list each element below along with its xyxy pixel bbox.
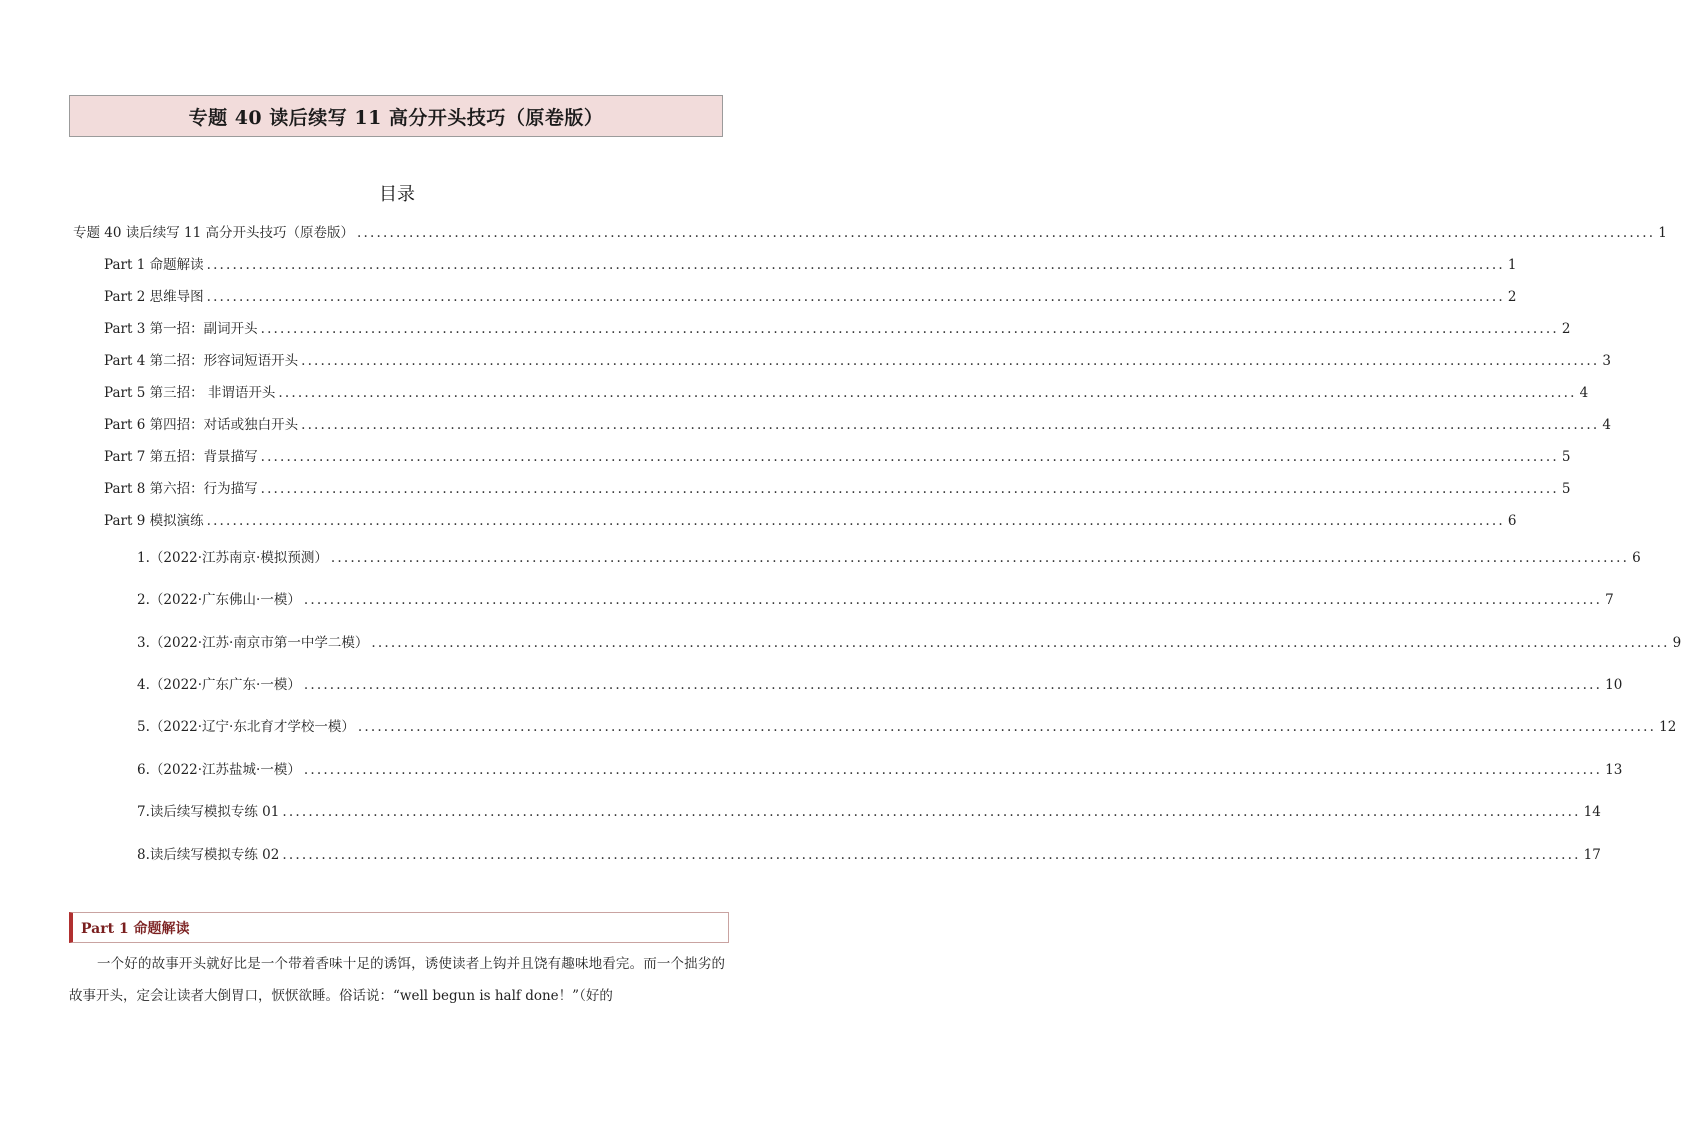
section-heading: Part 1 命题解读: [81, 920, 190, 937]
toc-entry-number: 1.: [137, 550, 150, 566]
toc-leader-dots: ........................................................................................................................................................................................................: [303, 762, 1603, 778]
toc-entry-page: 14: [1583, 804, 1601, 820]
toc-leader-dots: ........................................................................................................................................................................................................: [206, 513, 1505, 529]
toc-entry[interactable]: [137, 843, 1601, 863]
toc-leader-dots: ........................................................................................................................................................................................................: [260, 481, 1559, 497]
toc-entry[interactable]: [104, 413, 1611, 433]
toc-entry-number: 6.: [137, 762, 150, 778]
toc-leader-dots: ........................................................................................................................................................................................................: [357, 225, 1656, 241]
toc-entry-number: 5.: [137, 719, 150, 735]
toc-leader-dots: ........................................................................................................................................................................................................: [282, 804, 1581, 820]
toc-entry-page: 4: [1579, 385, 1589, 401]
section-paragraph: 一个好的故事开头就好比是一个带着香味十足的诱饵，诱使读者上钩并且饶有趣味地看完。而一个拙劣的故事开头，定会让读者大倒胃口，恹恹欲睡。俗话说：“well begun is half done！”（好的: [69, 956, 725, 1004]
toc-leader-dots: ........................................................................................................................................................................................................: [260, 449, 1559, 465]
toc-entry-label: Part 4 第二招：形容词短语开头: [104, 353, 299, 369]
toc-entry[interactable]: [137, 800, 1601, 820]
toc-entry-page: 3: [1602, 353, 1611, 369]
toc-entry-page: 6: [1632, 550, 1641, 566]
toc-leader-dots: ........................................................................................................................................................................................................: [357, 719, 1657, 735]
toc-entry-label: Part 2 思维导图: [104, 289, 204, 305]
toc-entry[interactable]: [104, 317, 1571, 337]
toc-entry-label: Part 9 模拟演练: [104, 513, 204, 529]
toc-entry[interactable]: [137, 673, 1623, 693]
toc-leader-dots: ........................................................................................................................................................................................................: [330, 550, 1630, 566]
toc-entry-page: 5: [1561, 449, 1571, 465]
toc-entry-label: （2022·广东佛山·一模）: [149, 592, 301, 608]
section-header-part1: [69, 912, 729, 943]
toc-entry-number: 8.: [137, 847, 150, 863]
toc-entry-label: Part 6 第四招：对话或独白开头: [104, 417, 299, 433]
toc-entry-page: 2: [1561, 321, 1571, 337]
toc-leader-dots: ........................................................................................................................................................................................................: [282, 847, 1581, 863]
toc-entry-number: 3.: [137, 635, 150, 651]
document-title: 专题 40 读后续写 11 高分开头技巧（原卷版）: [188, 106, 604, 129]
toc-entry[interactable]: [137, 546, 1641, 566]
toc-entry-number: 4.: [137, 677, 150, 693]
toc-entry[interactable]: [104, 349, 1611, 369]
toc-entry[interactable]: [137, 631, 1681, 651]
toc-entry-page: 17: [1583, 847, 1601, 863]
toc-entry-label: Part 1 命题解读: [104, 257, 204, 273]
toc-entry-page: 6: [1507, 513, 1517, 529]
toc-heading: 目录: [379, 184, 415, 205]
toc-entry-page: 7: [1605, 592, 1614, 608]
toc-entry-page: 13: [1605, 762, 1623, 778]
toc-entry-page: 5: [1561, 481, 1571, 497]
toc-entry-number: 2.: [137, 592, 150, 608]
toc-entry-page: 1: [1658, 225, 1667, 241]
toc-entry-number: 7.: [137, 804, 150, 820]
toc-entry-page: 4: [1602, 417, 1611, 433]
toc-leader-dots: ........................................................................................................................................................................................................: [260, 321, 1559, 337]
toc-entry[interactable]: [137, 715, 1677, 735]
toc-entry-page: 10: [1605, 677, 1623, 693]
toc-entry-label: （2022·江苏盐城·一模）: [149, 762, 301, 778]
toc-entry[interactable]: [104, 445, 1571, 465]
toc-entry-label: 读后续写模拟专练 01: [149, 804, 280, 820]
toc-entry[interactable]: [104, 253, 1517, 273]
toc-entry-page: 9: [1672, 635, 1681, 651]
toc-entry[interactable]: [137, 588, 1614, 608]
toc-entry[interactable]: [104, 285, 1517, 305]
toc-entry-label: 专题 40 读后续写 11 高分开头技巧（原卷版）: [73, 225, 355, 241]
toc-leader-dots: ........................................................................................................................................................................................................: [303, 677, 1603, 693]
toc-entry[interactable]: [104, 381, 1589, 401]
toc-entry-label: （2022·辽宁·东北育才学校一模）: [149, 719, 355, 735]
toc-entry[interactable]: [137, 758, 1623, 778]
toc-entry-label: （2022·江苏·南京市第一中学二模）: [149, 635, 369, 651]
document-title-box: [69, 95, 723, 137]
toc-leader-dots: ........................................................................................................................................................................................................: [301, 417, 1600, 433]
toc-leader-dots: ........................................................................................................................................................................................................: [278, 385, 1577, 401]
toc-entry-label: （2022·广东广东·一模）: [149, 677, 301, 693]
toc-entry-label: Part 3 第一招：副词开头: [104, 321, 258, 337]
toc-entry-label: Part 7 第五招：背景描写: [104, 449, 258, 465]
toc-entry[interactable]: [104, 509, 1517, 529]
toc-entry-label: Part 5 第三招： 非谓语开头: [104, 385, 276, 401]
toc-entry-page: 2: [1507, 289, 1517, 305]
toc-leader-dots: ........................................................................................................................................................................................................: [303, 592, 1603, 608]
toc-entry-label: （2022·江苏南京·模拟预测）: [149, 550, 328, 566]
toc-entry-page: 12: [1659, 719, 1677, 735]
toc-entry[interactable]: [73, 221, 1667, 241]
toc-entry-page: 1: [1507, 257, 1517, 273]
toc-leader-dots: ........................................................................................................................................................................................................: [206, 257, 1505, 273]
toc-leader-dots: ........................................................................................................................................................................................................: [371, 635, 1670, 651]
toc-entry-label: 读后续写模拟专练 02: [149, 847, 280, 863]
toc-leader-dots: ........................................................................................................................................................................................................: [301, 353, 1600, 369]
toc-leader-dots: ........................................................................................................................................................................................................: [206, 289, 1505, 305]
toc-entry-label: Part 8 第六招：行为描写: [104, 481, 258, 497]
toc-entry[interactable]: [104, 477, 1571, 497]
